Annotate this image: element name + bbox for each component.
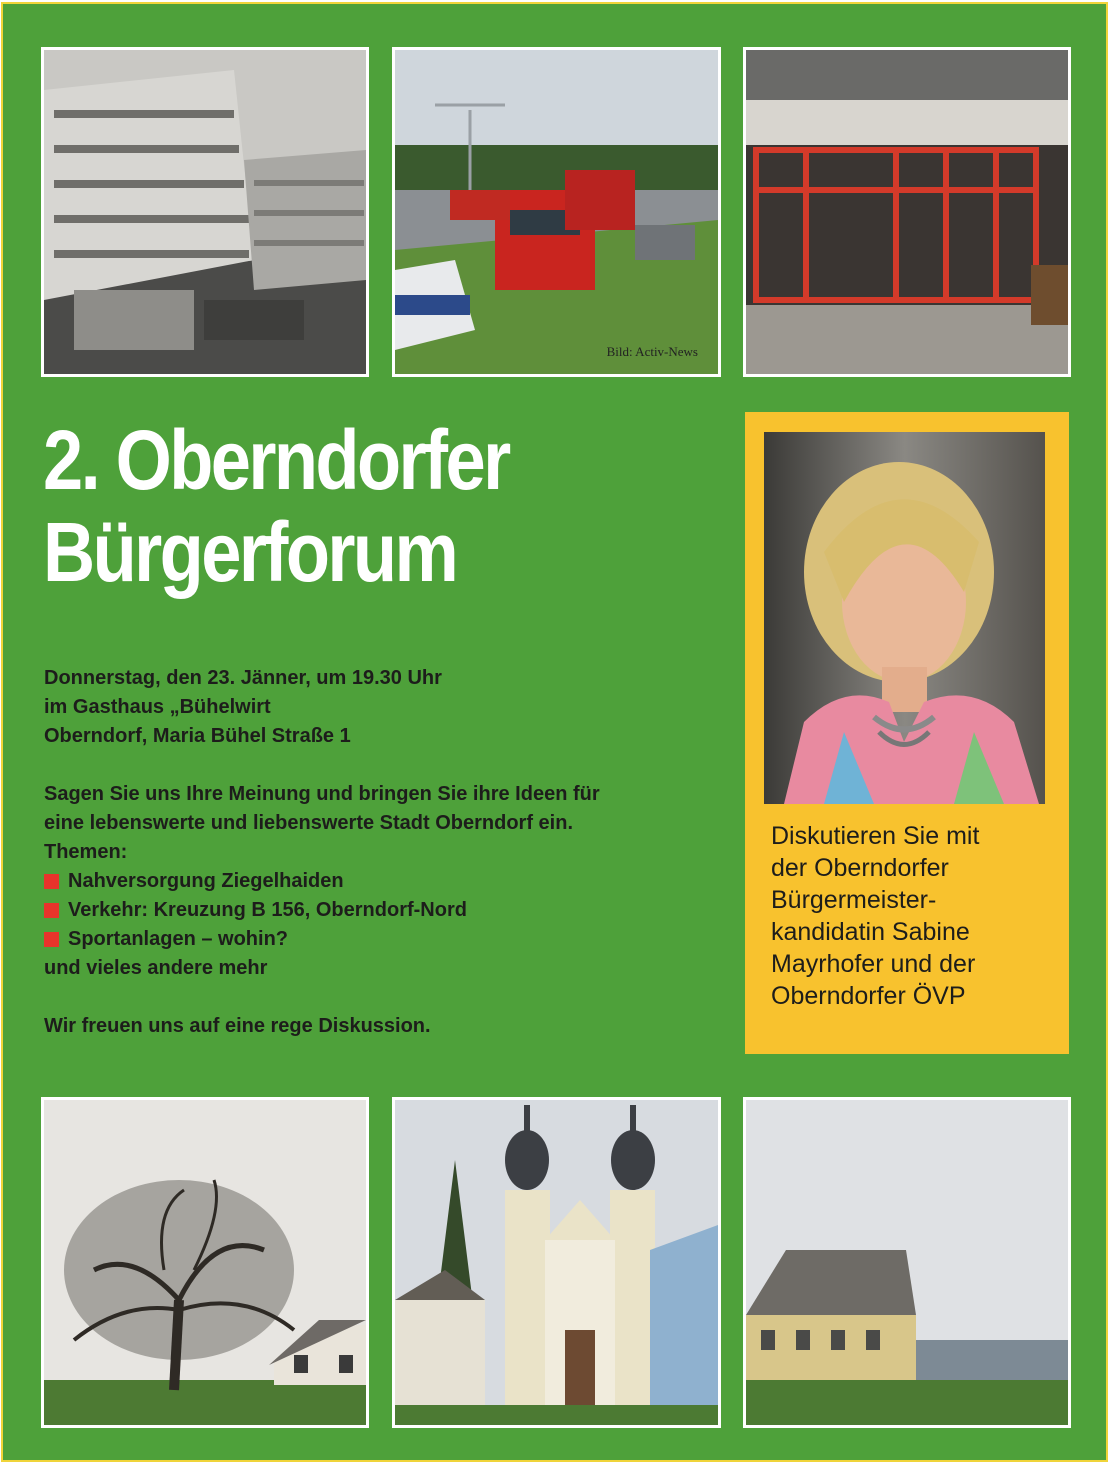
invitation-line-1: Sagen Sie uns Ihre Meinung und bringen Sie ihre Ideen für [44,783,600,805]
storefront-photo [743,47,1071,377]
closing-line: Wir freuen uns auf eine rege Diskussion. [44,1015,431,1037]
manor-house-photo [743,1097,1071,1428]
candidate-text-line: Bürgermeister- [771,886,937,914]
candidate-box [745,412,1069,1054]
square-bullet-icon [44,874,59,889]
candidate-text-line: der Oberndorfer [771,854,949,882]
fire-truck-accident-photo [392,47,721,377]
page-title [43,414,509,598]
candidate-text-line: Diskutieren Sie mit [771,822,980,850]
square-bullet-icon [44,932,59,947]
topics-label: Themen: [44,841,128,863]
topic-item [44,925,734,954]
topic-text: Nahversorgung Ziegelhaiden [68,870,344,892]
square-bullet-icon [44,903,59,918]
candidate-portrait [764,432,1045,804]
event-info [44,664,734,1041]
event-address: Oberndorf, Maria Bühel Straße 1 [44,725,351,747]
candidate-text-line: kandidatin Sabine [771,918,970,946]
flyer-page [1,2,1108,1462]
modern-building-photo [41,47,369,377]
topics-more: und vieles andere mehr [44,957,268,979]
topic-item [44,867,734,896]
title-line-2: Bürgerforum [43,505,457,599]
event-venue: im Gasthaus „Bühelwirt [44,696,271,718]
topic-text: Sportanlagen – wohin? [68,928,289,950]
topic-item [44,896,734,925]
candidate-text-line: Mayrhofer und der [771,950,976,978]
candidate-text-line: Oberndorfer ÖVP [771,982,966,1010]
title-line-1: 2. Oberndorfer [43,413,509,507]
bare-tree-photo [41,1097,369,1428]
church-towers-photo [392,1097,721,1428]
candidate-text [771,820,1061,1012]
event-date: Donnerstag, den 23. Jänner, um 19.30 Uhr [44,667,442,689]
photo-credit: Bild: Activ-News [606,344,698,359]
invitation-line-2: eine lebenswerte und liebenswerte Stadt Oberndorf ein. [44,812,574,834]
topic-text: Verkehr: Kreuzung B 156, Oberndorf-Nord [68,899,467,921]
